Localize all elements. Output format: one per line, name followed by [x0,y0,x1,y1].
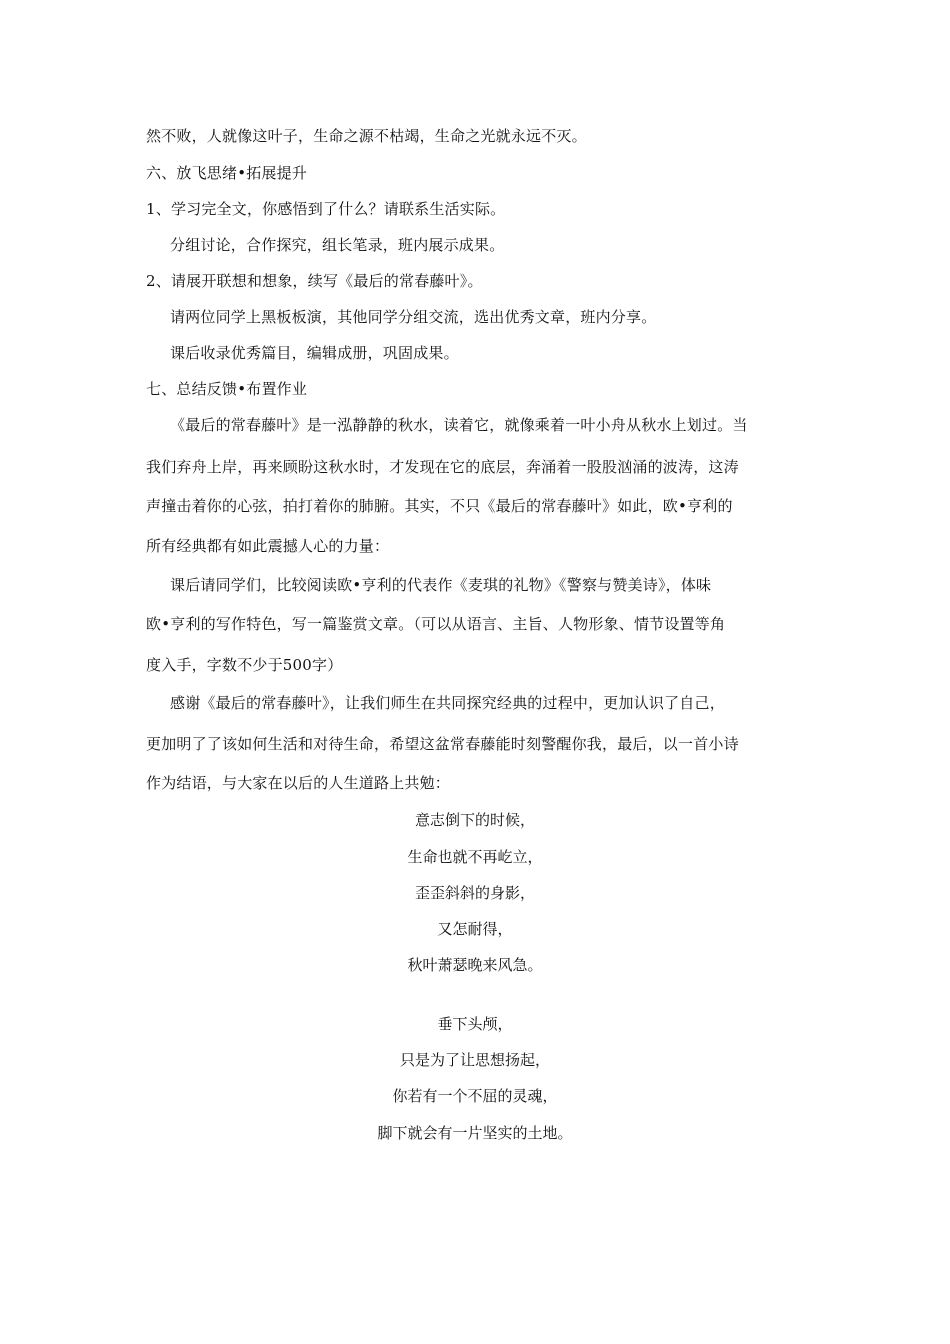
section-heading: 七、总结反馈•布置作业 [146,380,308,398]
poem-line: 生命也就不再屹立， [407,848,543,866]
poem-line: 又怎耐得， [437,920,513,938]
paragraph-line: 更加明了了该如何生活和对待生命，希望这盆常春藤能时刻警醒你我，最后，以一首小诗 [146,735,739,753]
paragraph-line: 欧•亨利的写作特色，写一篇鉴赏文章。（可以从语言、主旨、人物形象、情节设置等角 [146,615,726,633]
paragraph-line: 请两位同学上黑板板演，其他同学分组交流，选出优秀文章，班内分享。 [170,308,657,326]
paragraph-line: 然不败，人就像这叶子，生命之源不枯竭，生命之光就永远不灭。 [146,127,587,145]
poem-line: 意志倒下的时候， [414,811,535,829]
list-item: 2、请展开联想和想象，续写《最后的常春藤叶》。 [146,272,483,290]
paragraph-line: 分组讨论，合作探究，组长笔录，班内展示成果。 [170,236,505,254]
poem-line: 歪歪斜斜的身影， [414,884,535,902]
poem-line: 垂下头颅， [437,1015,513,1033]
paragraph-line: 课后收录优秀篇目，编辑成册，巩固成果。 [170,344,459,362]
paragraph-line: 所有经典都有如此震撼人心的力量： [146,537,390,555]
section-heading: 六、放飞思绪•拓展提升 [146,164,308,182]
paragraph-line: 感谢《最后的常春藤叶》，让我们师生在共同探究经典的过程中，更加认识了自己， [170,694,725,712]
paragraph-line: 我们弃舟上岸，再来顾盼这秋水时，才发现在它的底层，奔涌着一股股汹涌的波涛，这涛 [146,458,739,476]
poem-line: 脚下就会有一片坚实的土地。 [377,1124,573,1142]
paragraph-line: 声撞击着你的心弦，拍打着你的肺腑。其实，不只《最后的常春藤叶》如此，欧•亨利的 [146,497,733,515]
paragraph-line: 课后请同学们，比较阅读欧•亨利的代表作《麦琪的礼物》《警察与赞美诗》，体味 [170,576,712,594]
list-item: 1、学习完全文，你感悟到了什么？请联系生活实际。 [146,200,506,218]
paragraph-line: 度入手，字数不少于500字） [146,656,343,674]
paragraph-line: 《最后的常春藤叶》是一泓静静的秋水，读着它，就像乘着一叶小舟从秋水上划过。当 [170,416,748,434]
paragraph-line: 作为结语，与大家在以后的人生道路上共勉： [146,774,451,792]
poem-line: 只是为了让思想扬起， [399,1051,550,1069]
poem-line: 秋叶萧瑟晚来风急。 [407,956,543,974]
poem-line: 你若有一个不屈的灵魂， [392,1087,558,1105]
